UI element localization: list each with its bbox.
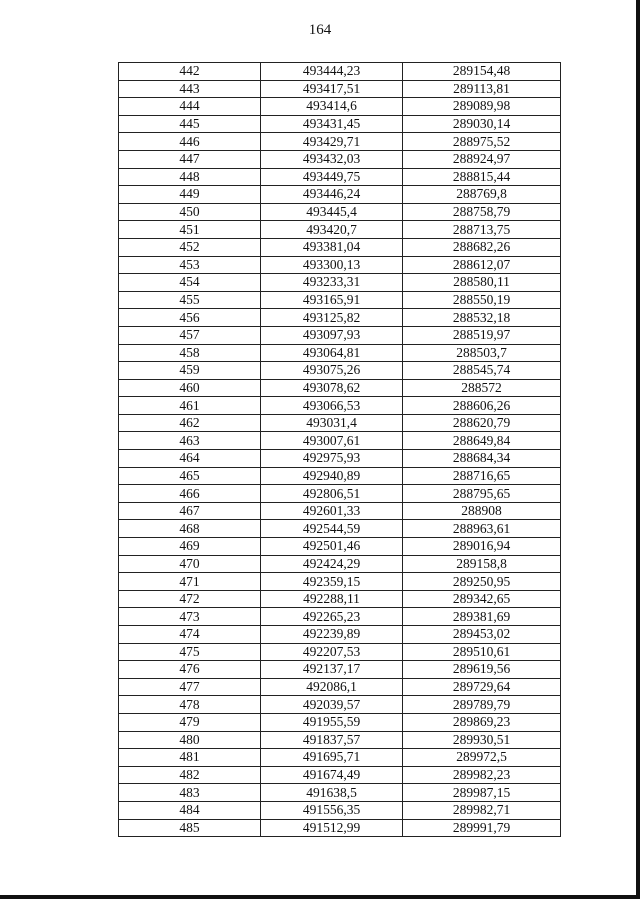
table-row <box>119 221 561 239</box>
table-row <box>119 502 561 520</box>
table-row <box>119 784 561 802</box>
y-coordinate-cell: 289982,71 <box>403 801 561 819</box>
x-coordinate-cell: 493432,03 <box>261 150 403 168</box>
point-number-cell: 453 <box>119 256 261 274</box>
x-coordinate-cell: 492601,33 <box>261 502 403 520</box>
table-row <box>119 362 561 380</box>
table-row <box>119 661 561 679</box>
y-coordinate-cell: 288503,7 <box>403 344 561 362</box>
y-coordinate-cell: 289619,56 <box>403 661 561 679</box>
y-coordinate-cell: 288649,84 <box>403 432 561 450</box>
table-row <box>119 186 561 204</box>
x-coordinate-cell: 492137,17 <box>261 661 403 679</box>
x-coordinate-cell: 491955,59 <box>261 713 403 731</box>
table-row <box>119 520 561 538</box>
y-coordinate-cell: 289250,95 <box>403 573 561 591</box>
x-coordinate-cell: 493445,4 <box>261 203 403 221</box>
point-number-cell: 471 <box>119 573 261 591</box>
table-row <box>119 590 561 608</box>
point-number-cell: 479 <box>119 713 261 731</box>
x-coordinate-cell: 493233,31 <box>261 274 403 292</box>
point-number-cell: 478 <box>119 696 261 714</box>
table-row <box>119 801 561 819</box>
point-number-cell: 469 <box>119 538 261 556</box>
table-row <box>119 573 561 591</box>
coordinates-table <box>118 62 561 837</box>
x-coordinate-cell: 492039,57 <box>261 696 403 714</box>
y-coordinate-cell: 288545,74 <box>403 362 561 380</box>
table-row <box>119 678 561 696</box>
x-coordinate-cell: 491837,57 <box>261 731 403 749</box>
y-coordinate-cell: 288572 <box>403 379 561 397</box>
y-coordinate-cell: 288769,8 <box>403 186 561 204</box>
point-number-cell: 443 <box>119 80 261 98</box>
table-row <box>119 133 561 151</box>
y-coordinate-cell: 289089,98 <box>403 98 561 116</box>
x-coordinate-cell: 493444,23 <box>261 63 403 81</box>
y-coordinate-cell: 289016,94 <box>403 538 561 556</box>
table-row <box>119 608 561 626</box>
point-number-cell: 448 <box>119 168 261 186</box>
y-coordinate-cell: 289453,02 <box>403 626 561 644</box>
table-row <box>119 485 561 503</box>
y-coordinate-cell: 289154,48 <box>403 63 561 81</box>
y-coordinate-cell: 289789,79 <box>403 696 561 714</box>
point-number-cell: 475 <box>119 643 261 661</box>
x-coordinate-cell: 491638,5 <box>261 784 403 802</box>
point-number-cell: 474 <box>119 626 261 644</box>
y-coordinate-cell: 289972,5 <box>403 749 561 767</box>
y-coordinate-cell: 288532,18 <box>403 309 561 327</box>
table-row <box>119 432 561 450</box>
point-number-cell: 465 <box>119 467 261 485</box>
point-number-cell: 467 <box>119 502 261 520</box>
y-coordinate-cell: 289381,69 <box>403 608 561 626</box>
point-number-cell: 462 <box>119 414 261 432</box>
point-number-cell: 445 <box>119 115 261 133</box>
y-coordinate-cell: 288815,44 <box>403 168 561 186</box>
point-number-cell: 483 <box>119 784 261 802</box>
x-coordinate-cell: 493429,71 <box>261 133 403 151</box>
x-coordinate-cell: 491674,49 <box>261 766 403 784</box>
point-number-cell: 473 <box>119 608 261 626</box>
x-coordinate-cell: 493420,7 <box>261 221 403 239</box>
x-coordinate-cell: 492359,15 <box>261 573 403 591</box>
y-coordinate-cell: 288795,65 <box>403 485 561 503</box>
table-row <box>119 63 561 81</box>
point-number-cell: 458 <box>119 344 261 362</box>
y-coordinate-cell: 289987,15 <box>403 784 561 802</box>
table-row <box>119 731 561 749</box>
y-coordinate-cell: 288620,79 <box>403 414 561 432</box>
point-number-cell: 470 <box>119 555 261 573</box>
point-number-cell: 454 <box>119 274 261 292</box>
y-coordinate-cell: 288682,26 <box>403 238 561 256</box>
y-coordinate-cell: 289113,81 <box>403 80 561 98</box>
point-number-cell: 476 <box>119 661 261 679</box>
y-coordinate-cell: 289030,14 <box>403 115 561 133</box>
point-number-cell: 481 <box>119 749 261 767</box>
page-number: 164 <box>308 22 332 38</box>
y-coordinate-cell: 289510,61 <box>403 643 561 661</box>
y-coordinate-cell: 288758,79 <box>403 203 561 221</box>
point-number-cell: 466 <box>119 485 261 503</box>
table-row <box>119 98 561 116</box>
table-row <box>119 309 561 327</box>
x-coordinate-cell: 492940,89 <box>261 467 403 485</box>
table-row <box>119 467 561 485</box>
x-coordinate-cell: 493064,81 <box>261 344 403 362</box>
y-coordinate-cell: 288924,97 <box>403 150 561 168</box>
point-number-cell: 446 <box>119 133 261 151</box>
x-coordinate-cell: 493125,82 <box>261 309 403 327</box>
point-number-cell: 451 <box>119 221 261 239</box>
x-coordinate-cell: 493007,61 <box>261 432 403 450</box>
y-coordinate-cell: 288963,61 <box>403 520 561 538</box>
point-number-cell: 455 <box>119 291 261 309</box>
y-coordinate-cell: 288580,11 <box>403 274 561 292</box>
x-coordinate-cell: 493381,04 <box>261 238 403 256</box>
y-coordinate-cell: 288908 <box>403 502 561 520</box>
y-coordinate-cell: 288975,52 <box>403 133 561 151</box>
point-number-cell: 444 <box>119 98 261 116</box>
x-coordinate-cell: 493031,4 <box>261 414 403 432</box>
table-row <box>119 713 561 731</box>
point-number-cell: 464 <box>119 450 261 468</box>
x-coordinate-cell: 493078,62 <box>261 379 403 397</box>
point-number-cell: 482 <box>119 766 261 784</box>
coordinates-table-body <box>119 63 561 837</box>
table-row <box>119 291 561 309</box>
x-coordinate-cell: 492806,51 <box>261 485 403 503</box>
x-coordinate-cell: 493446,24 <box>261 186 403 204</box>
y-coordinate-cell: 289930,51 <box>403 731 561 749</box>
point-number-cell: 485 <box>119 819 261 837</box>
y-coordinate-cell: 289342,65 <box>403 590 561 608</box>
x-coordinate-cell: 493066,53 <box>261 397 403 415</box>
y-coordinate-cell: 289982,23 <box>403 766 561 784</box>
x-coordinate-cell: 492239,89 <box>261 626 403 644</box>
point-number-cell: 468 <box>119 520 261 538</box>
x-coordinate-cell: 491695,71 <box>261 749 403 767</box>
x-coordinate-cell: 492265,23 <box>261 608 403 626</box>
point-number-cell: 457 <box>119 326 261 344</box>
table-row <box>119 414 561 432</box>
x-coordinate-cell: 492086,1 <box>261 678 403 696</box>
point-number-cell: 477 <box>119 678 261 696</box>
point-number-cell: 480 <box>119 731 261 749</box>
point-number-cell: 452 <box>119 238 261 256</box>
table-row <box>119 203 561 221</box>
table-row <box>119 626 561 644</box>
y-coordinate-cell: 289729,64 <box>403 678 561 696</box>
point-number-cell: 442 <box>119 63 261 81</box>
point-number-cell: 484 <box>119 801 261 819</box>
x-coordinate-cell: 493097,93 <box>261 326 403 344</box>
x-coordinate-cell: 491556,35 <box>261 801 403 819</box>
table-row <box>119 274 561 292</box>
table-row <box>119 326 561 344</box>
table-row <box>119 115 561 133</box>
x-coordinate-cell: 493417,51 <box>261 80 403 98</box>
y-coordinate-cell: 289869,23 <box>403 713 561 731</box>
point-number-cell: 463 <box>119 432 261 450</box>
table-row <box>119 238 561 256</box>
table-row <box>119 766 561 784</box>
x-coordinate-cell: 493300,13 <box>261 256 403 274</box>
x-coordinate-cell: 492975,93 <box>261 450 403 468</box>
x-coordinate-cell: 493165,91 <box>261 291 403 309</box>
point-number-cell: 472 <box>119 590 261 608</box>
table-row <box>119 150 561 168</box>
y-coordinate-cell: 289991,79 <box>403 819 561 837</box>
y-coordinate-cell: 288684,34 <box>403 450 561 468</box>
point-number-cell: 449 <box>119 186 261 204</box>
point-number-cell: 450 <box>119 203 261 221</box>
y-coordinate-cell: 288519,97 <box>403 326 561 344</box>
x-coordinate-cell: 493431,45 <box>261 115 403 133</box>
table-row <box>119 344 561 362</box>
x-coordinate-cell: 493075,26 <box>261 362 403 380</box>
y-coordinate-cell: 288612,07 <box>403 256 561 274</box>
table-row <box>119 696 561 714</box>
table-row <box>119 256 561 274</box>
table-row <box>119 397 561 415</box>
x-coordinate-cell: 492544,59 <box>261 520 403 538</box>
table-row <box>119 168 561 186</box>
table-row <box>119 80 561 98</box>
point-number-cell: 447 <box>119 150 261 168</box>
table-row <box>119 819 561 837</box>
point-number-cell: 459 <box>119 362 261 380</box>
x-coordinate-cell: 492207,53 <box>261 643 403 661</box>
x-coordinate-cell: 492424,29 <box>261 555 403 573</box>
y-coordinate-cell: 288606,26 <box>403 397 561 415</box>
table-row <box>119 749 561 767</box>
y-coordinate-cell: 288713,75 <box>403 221 561 239</box>
point-number-cell: 461 <box>119 397 261 415</box>
y-coordinate-cell: 288550,19 <box>403 291 561 309</box>
x-coordinate-cell: 493414,6 <box>261 98 403 116</box>
y-coordinate-cell: 289158,8 <box>403 555 561 573</box>
x-coordinate-cell: 493449,75 <box>261 168 403 186</box>
table-row <box>119 450 561 468</box>
table-row <box>119 555 561 573</box>
x-coordinate-cell: 491512,99 <box>261 819 403 837</box>
table-row <box>119 643 561 661</box>
table-row <box>119 538 561 556</box>
x-coordinate-cell: 492288,11 <box>261 590 403 608</box>
point-number-cell: 456 <box>119 309 261 327</box>
table-row <box>119 379 561 397</box>
x-coordinate-cell: 492501,46 <box>261 538 403 556</box>
point-number-cell: 460 <box>119 379 261 397</box>
y-coordinate-cell: 288716,65 <box>403 467 561 485</box>
